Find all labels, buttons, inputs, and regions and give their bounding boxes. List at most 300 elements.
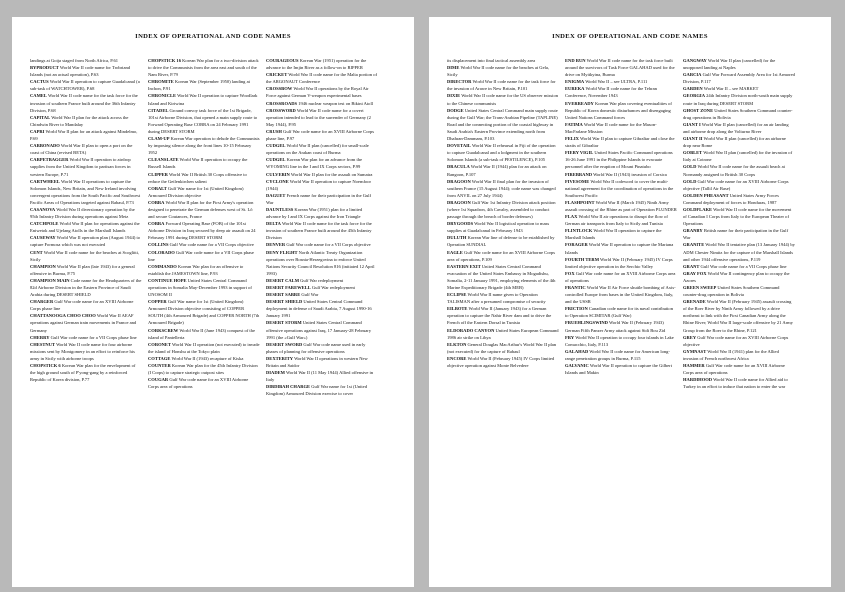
index-entry [683, 121, 795, 135]
entry-definition: Gulf War code name for an XVIII Airborne Corps objective (Tallil Air Base) [683, 178, 789, 191]
index-entry [565, 121, 677, 135]
index-entry [30, 362, 142, 383]
entry-definition: World War II codeword to cover the multi-national agreement for the coordination of operations in the Southwest Pacific [565, 178, 674, 198]
index-entry [683, 71, 795, 85]
index-entry [447, 291, 559, 305]
entry-term: CARBONADO [30, 143, 60, 149]
entry-term: BYPRODUCT [30, 65, 59, 71]
page-heading: INDEX OF OPERATIONAL AND CODE NAMES [135, 33, 291, 40]
index-columns [12, 57, 414, 585]
entry-term: DENVER [266, 242, 286, 248]
index-entry [565, 213, 677, 227]
entry-definition: World War II plan (cancelled) for an airborne drop near Rome [683, 136, 786, 149]
entry-definition: World War II (March 1945) Ninth Army assault crossing of the Rhine as part of Operation PLUNDER [565, 199, 677, 212]
entry-term: ECLIPSE [447, 292, 467, 298]
entry-term: CAPITAL [30, 114, 51, 120]
entry-term: DOVETAIL [447, 143, 471, 149]
entry-term: CAMEL [30, 93, 47, 99]
entry-definition: Korean War plan for an offensive to establish the JAMESTOWN line, P.93 [148, 263, 244, 276]
entry-definition: Gulf War code name for a VII Corps objective [285, 242, 371, 248]
entry-definition: Gulf War redeployment [310, 285, 355, 290]
entry-term: FIREBRAND [565, 171, 593, 177]
entry-term: FATIMA [565, 121, 583, 127]
index-entry [266, 277, 378, 284]
index-entry [30, 249, 142, 263]
entry-term: CHAMPION MAIN [30, 277, 70, 283]
entry-definition: Gulf War code name for an XVIII Airborne Corps area of operations, P.109 [447, 249, 556, 262]
entry-term: COPPER [148, 299, 167, 305]
index-column-1 [447, 57, 559, 585]
entry-definition: Gulf War 1st Infantry Division attack position (where 1st Squadron, 4th Cavalry, assembled to conduct passage through the breach of border defenses) [447, 199, 556, 220]
index-entry [30, 312, 142, 333]
entry-term: CORKSCREW [148, 327, 179, 333]
entry-term: FIERY VIGIL [565, 150, 594, 156]
index-entry [447, 263, 559, 291]
entry-term: DRAGOON [447, 178, 471, 184]
index-entry [565, 284, 677, 305]
index-entry [565, 171, 677, 178]
entry-definition: Gulf War code name for an XVIII Airborne Corps phase line [30, 299, 134, 312]
index-entry [266, 291, 378, 298]
entry-term: GARDEN [683, 86, 703, 92]
entry-definition: Korean War plan for a two-division attack to drive the Communists from the area east and south of the Nam River, P.79 [148, 58, 259, 78]
index-entry [148, 171, 260, 185]
entry-definition: World War II code name for the movement of Canadian I Corps from Italy to the European Theater of Operations [683, 206, 792, 227]
index-column-3 [683, 57, 795, 585]
entry-definition: United States Southern Command counter-drug operations in Bolivia [683, 107, 793, 120]
index-entry [683, 270, 795, 284]
index-entry [447, 355, 559, 369]
index-entry [447, 178, 559, 199]
entry-term: COBALT [148, 185, 167, 191]
entry-term: DESERT CALM [266, 277, 299, 283]
entry-term: FORAGER [565, 242, 588, 248]
index-entry [148, 355, 260, 362]
entry-definition: World War II (1944) plan for an attack on Rangoon, P.107 [447, 164, 547, 177]
entry-definition: United States European Command 1986 air strike on Libya [447, 327, 559, 340]
entry-definition: World War II code name for the Malta portion of the ARGONAUT Conference [266, 72, 377, 85]
entry-term: CLIPPER [148, 171, 168, 177]
entry-definition: World War II (1941) plan for the Allied invasion of French northwest Africa [683, 348, 779, 361]
entry-term: CRICKET [266, 72, 288, 78]
index-entry [447, 249, 559, 263]
entry-term: CLAM-UP [148, 136, 170, 142]
entry-term: GOBLET [683, 150, 703, 156]
index-entry [683, 192, 795, 206]
entry-definition: Gulf War name for 1st (United Kingdom) Armoured Division objective [148, 185, 244, 198]
page-heading: INDEX OF OPERATIONAL AND CODE NAMES [552, 33, 708, 40]
entry-definition: Korean War plan covering eventualities of Republic of Korea domestic disturbances and disengaging United Nations Command forces [565, 100, 672, 120]
entry-definition: World War II operation to occupy four islands in Lake Comacchio, Italy, P.113 [565, 334, 674, 347]
index-entry [683, 334, 795, 348]
entry-definition: World War II code name for four airborne missions sent by Montgomery in an effort to reinforce his army in Sicily with airborne troops [30, 341, 135, 361]
index-entry [565, 135, 677, 149]
entry-definition: United States Central Command deployment in defense of Saudi Arabia, 7 August 1990-16 January 1991 [266, 299, 372, 319]
entry-term: FOX [565, 270, 575, 276]
entry-definition: World War II logistical operation to mass supplies at Guadalcanal in February 1943 [447, 221, 550, 234]
index-entry [565, 85, 677, 99]
index-entry [266, 178, 378, 192]
entry-term: DULUTH [447, 235, 467, 241]
index-entry [683, 241, 795, 262]
index-entry [565, 227, 677, 241]
entry-term: DESERT STORM [266, 320, 302, 326]
entry-definition: World War II (January 1943) for a German operation to capture the Nahir River dam and to drive the French off the Eastern Dorsal in Tunisia [447, 306, 552, 326]
entry-definition: World War II plan (cancelled) for small-scale operations on the Arakan coast of Burma [266, 143, 369, 156]
entry-term: GARCIA [683, 72, 702, 78]
entry-term: ENCORE [447, 355, 467, 361]
index-entry [565, 149, 677, 170]
entry-term: DIBDIBAH CHARGE [266, 384, 311, 390]
entry-definition: Gulf War code name for an XVIII Airborne Corps phase line, P.97 [266, 128, 375, 142]
entry-term: GALAHAD [565, 348, 589, 354]
index-entry [148, 241, 260, 248]
entry-definition: Gulf War code name for a VII Corps objective [168, 242, 254, 248]
entry-term: CHAMPION [30, 263, 56, 269]
entry-definition: World War II code name for the task force for the invasion of southern France built around the 45th Infantry Division [266, 221, 372, 241]
index-entry [447, 64, 559, 78]
entry-term: GOLD [683, 178, 697, 184]
entry-definition: United States Central Command evacuation of the United States Embassy in Mogadishu, Somalia, 2-11 January 1991, employing elements of the 4th Marine Expeditionary Brigade (4th MEB) [447, 263, 556, 290]
entry-definition: Korean War operation to delude the Communists by imposing silence along the front lines 10-15 February 1952 [148, 136, 260, 156]
index-entry [447, 107, 559, 142]
entry-term: GHOST ZONE [683, 107, 714, 113]
entry-definition: World War II operation to airdrop supplies from the United Kingdom to partisan forces in western Europe, P.71 [30, 157, 131, 177]
entry-term: FRUEHLINGSWIND [565, 320, 608, 326]
entry-term: GRENADE [683, 299, 706, 305]
entry-definition: World War II code name for the US observer mission to the Chinese communists [447, 93, 558, 106]
index-entry [148, 135, 260, 156]
entry-definition: Gulf War name for 1st (United Kingdom) Armoured Division objective consisting of COPPER SOUTH (4th Armoured Brigade) and COPPER NORTH (7th Armoured Brigade) [148, 299, 260, 326]
entry-term: FLINTLOCK [565, 228, 593, 234]
index-entry [30, 277, 142, 298]
entry-definition: World War II operation to capture Guadalcanal (a sub-task of WATCHTOWER), P.68 [30, 79, 140, 92]
entry-term: FELIX [565, 136, 579, 142]
entry-definition: World War II operation to occupy the Russell Islands [148, 157, 248, 170]
entry-term: HAMMER [683, 363, 705, 369]
index-entry [447, 220, 559, 234]
index-entry [148, 327, 260, 341]
entry-term: HARDIHOOD [683, 377, 713, 383]
index-entry [266, 171, 378, 178]
entry-definition: World War II operation to capture Noemfoor (1944) [266, 178, 372, 191]
index-entry [565, 178, 677, 199]
entry-definition: World War II plan (cancelled) for an air landing and airborne drop along the Volturno River [683, 121, 789, 134]
index-entry [266, 383, 378, 397]
entry-term: GREY [683, 334, 697, 340]
entry-term: CARPETBAGGER [30, 157, 69, 163]
entry-term: CORONET [148, 341, 171, 347]
entry-definition: World War II (11 May 1944) Allied offensive in Italy [266, 370, 374, 383]
index-entry [30, 263, 142, 277]
entry-definition: World War II (1943) invasion of Corsica [592, 171, 667, 177]
entry-term: GYMNAST [683, 348, 707, 354]
entry-definition: World War II plan for an attack against Mindelmo, P.69 [30, 128, 138, 142]
index-entry [148, 249, 260, 263]
index-entry [447, 234, 559, 248]
entry-term: CYCLONE [266, 178, 289, 184]
entry-term: GOLDFLAKE [683, 206, 713, 212]
entry-term: COUGAR [148, 377, 169, 383]
entry-definition: Korean War plan for the 45th Infantry Division (I Corps) to capture strategic outpost sites [148, 363, 258, 376]
entry-term: COTTAGE [148, 355, 171, 361]
entry-term: DIXIE [447, 93, 461, 99]
entry-term: GOLDEN PHEASANT [683, 192, 729, 198]
entry-definition: World War II tentative plan (13 January 1944) by ADM Chester Nimitz for the capture of the Marshall Islands and other 1944 offensive operations, P.119 [683, 242, 795, 262]
left-page [12, 17, 414, 587]
entry-definition: World War II final plan for the invasion of southern France (15 August 1944); code name was changed from ANVIL on 27 July 1944) [447, 178, 556, 198]
entry-definition: World War II code name for the task force built around the survivors of Task Force GALAHAD used for the drive on Myitkyina, Burma [565, 58, 675, 78]
index-entry [683, 178, 795, 192]
index-entry [266, 128, 378, 142]
entry-definition: Gulf War name for 1st (United Kingdom) Armoured Division exercise to cover [266, 384, 367, 397]
entry-definition: 1946 nuclear weapon test on Bikini Atoll [297, 100, 373, 106]
entry-definition: World War II operation to capture the Gilbert Islands and Makin [565, 363, 672, 376]
entry-definition: World War II plan to capture Gibraltar and close the straits of Gibraltar [565, 136, 675, 149]
entry-definition: World War II operation to capture the Mariana Islands [565, 242, 674, 255]
index-entry [565, 348, 677, 362]
entry-definition: World War II air operations to disrupt the flow of German air transports from Italy to Sicily and Tunisia [565, 214, 668, 227]
entry-term: COLORADO [148, 249, 175, 255]
entry-term: FRICTION [565, 306, 588, 312]
index-entry [683, 163, 795, 177]
entry-term: CHRONICLE [148, 93, 177, 99]
entry-definition: World War II plan (cancelled) for the invasion of Italy at Cotrone [683, 150, 793, 163]
entry-definition: World War II operation (not executed) to invade the island of Honshu at the Tokyo plain [148, 341, 260, 354]
index-entry [148, 298, 260, 326]
entry-definition: Korean War (1951) operation for the advance to the Imjin River as a follow-on to RIPPER [266, 58, 367, 71]
entry-definition: Korean War (1951) plan for a limited advance by I and IX Corps against the Iron Triangle [266, 206, 363, 220]
index-entry [30, 206, 142, 220]
entry-definition: General Douglas MacArthur's World War II plan (not executed) for the capture of Rabaul [447, 341, 557, 354]
entry-term: CAPRI [30, 128, 45, 134]
index-entry [683, 206, 795, 227]
entry-term: FLAX [565, 214, 578, 220]
index-entry [266, 298, 378, 319]
entry-term: CUDGEL [266, 157, 286, 163]
entry-definition: World War II – see MARKET [702, 86, 759, 92]
index-entry [683, 362, 795, 376]
index-entry [148, 376, 260, 390]
entry-term: CLEANSLATE [148, 157, 179, 163]
entry-definition: World War II code name for the beaches at Gela, Sicily [447, 65, 550, 78]
entry-term: EUREKA [565, 86, 585, 92]
entry-term: END RUN [565, 58, 586, 63]
entry-definition: World War II – see ULTRA, P.111 [584, 79, 648, 85]
entry-definition: World War II code name for a covert operation intended to lead to the surrender of Germany (2 May 1944), P.95 [266, 107, 371, 127]
entry-definition: World War II plan (late 1943) for a general offensive in Burma, P.75 [30, 263, 135, 276]
entry-definition: World War II operation to capture Woodlark Island and Kiriwina [148, 93, 258, 106]
index-entry [266, 249, 378, 277]
entry-definition: Forward Operating Base (FOB) of the 101st Airborne Division in Iraq secured by deep air assault on 24 February 1991 during DESERT STORM [148, 221, 256, 241]
index-entry [447, 341, 559, 355]
entry-term: GRANT [683, 263, 700, 269]
entry-definition: World War II code name for the assault beach at Normandy assigned to British 30 Corps [683, 164, 785, 177]
index-entry [148, 263, 260, 277]
entry-definition: Gulf War code name for an XVIII Airborne Corps area of operations [683, 363, 785, 376]
entry-definition: United States Central Command operations in Somalia May-December 1993 in support of UNOSOM II [148, 277, 252, 298]
index-entry [266, 85, 378, 99]
index-entry [30, 142, 142, 156]
entry-term: DESERT SHIELD [266, 299, 303, 305]
index-entry [447, 78, 559, 92]
index-entry [30, 234, 142, 248]
entry-definition: World War II plan for the assault on Sumatra [289, 171, 373, 177]
entry-term: FLASHPOINT [565, 199, 595, 205]
index-entry [565, 319, 677, 333]
entry-term: DESERT SABRE [266, 292, 301, 298]
index-entry [565, 270, 677, 284]
entry-term: EAGLE [447, 249, 463, 255]
entry-term: DAUNTLESS [266, 206, 294, 212]
entry-term: GALVANIC [565, 363, 589, 369]
index-entry [565, 57, 677, 78]
entry-term: CULVERIN [266, 171, 290, 177]
index-entry [148, 220, 260, 241]
right-page [429, 17, 831, 587]
entry-term: EASTERN EXIT [447, 263, 481, 269]
entry-definition: World War II plan for operations against the Eniwetok and Ujelang Atolls in the Marshall Islands [30, 221, 140, 234]
index-entry [266, 192, 378, 206]
index-entry [565, 334, 677, 348]
entry-term: CARTWHEEL [30, 178, 60, 184]
index-entry [683, 85, 795, 92]
index-entry [266, 241, 378, 248]
index-entry [30, 78, 142, 92]
index-column-2 [148, 57, 260, 585]
index-entry [447, 92, 559, 106]
entry-term: CRUSH [266, 128, 282, 134]
entry-term: FRANTIC [565, 285, 586, 290]
entry-definition: World War II operations to capture the Solomon Islands, New Britain, and New Ireland involving convergent operations from the South Pacific and Southwest Pacific Areas of Operations targeted against Rabaul, P.73 [30, 178, 141, 205]
index-entry [148, 362, 260, 376]
entry-term: ELDORADO CANYON [447, 327, 495, 333]
entry-definition: Gulf War code name for a VII Corps phase line [699, 263, 787, 269]
entry-term: DEXTERITY [266, 355, 294, 361]
entry-definition: World War II code name for American long-range penetration groups in Burma, P.115 [565, 348, 670, 361]
entry-term: CITADEL [148, 107, 169, 113]
entry-term: CATCHPOLE [30, 221, 59, 227]
entry-definition: Code name for the Headquarters of the 82d Airborne Division in the Eastern Province of Saudi Arabia during DESERT SHIELD [30, 277, 142, 298]
entry-term: DIME [447, 65, 460, 71]
entry-term: CROSSWORD [266, 107, 296, 113]
entry-term: CHROMITE [148, 79, 174, 85]
entry-definition: World War II contingency plan to occupy the Azores [683, 270, 790, 283]
entry-definition: United States Central Command main supply route during the Gulf War; the Trans-Arabian Pipeline (TAPLINE) Road and the connecting portion of the coastal highway in Saudi Arabia's Eastern Province extending north from Dhahran-Dammam, P.103 [447, 107, 558, 142]
entry-definition: Korean War plan for the envelopment of the high ground south of P'yong-gang by a reinforced Republic of Korea division, P.77 [30, 363, 136, 383]
entry-term: CHOPSTICK 6 [30, 363, 61, 369]
entry-definition: United States Southern Command counter-drug operation in Bolivia [683, 285, 780, 298]
index-column-1 [30, 57, 142, 585]
entry-definition: World War II (February 1943) German Fifth Panzer Army attack against Sidi Bou Zid [565, 320, 666, 333]
index-entry [266, 220, 378, 241]
entry-definition: Gulf War redeployment [298, 277, 344, 283]
entry-term: CUDGEL [266, 143, 286, 149]
entry-term: COBRA [148, 221, 165, 227]
entry-definition: World War II operation to capture the Marshall Islands [565, 228, 662, 241]
index-entry [148, 156, 260, 170]
index-entry [683, 107, 795, 121]
entry-definition: World War II code name for the beaches at Scoglitti, Sicily [30, 249, 140, 262]
entry-definition: United States Pacific Command operations 16-26 June 1991 in the Philippine Islands to evacuate personnel after the eruption of Mount Pinatubo [565, 150, 673, 170]
index-entry [447, 327, 559, 341]
entry-term: GRANBY [683, 228, 703, 234]
index-entry [565, 78, 677, 85]
entry-definition: its displacement into final tactical assembly area [447, 58, 536, 63]
index-entry [565, 100, 677, 121]
entry-definition: World War II diversionary operation by the 95th Infantry Division during operations against Metz [30, 206, 135, 220]
entry-term: DESERT SWORD [266, 341, 303, 347]
index-entry [30, 57, 142, 64]
index-entry [447, 57, 559, 64]
entry-definition: World War II name given to Operation TALISMAN after a presumed compromise of security [447, 292, 546, 305]
entry-definition: Gulf War code name for an XVIII Airborne Corps area of operations [565, 270, 676, 283]
entry-term: CHOPSTICK 16 [148, 58, 181, 63]
entry-definition: World War II operations in western New Britain and Saidor [266, 355, 368, 369]
index-entry [565, 241, 677, 255]
entry-term: COURAGEOUS [266, 58, 299, 63]
entry-term: DIADEM [266, 370, 285, 376]
index-entry [30, 128, 142, 142]
index-entry [447, 142, 559, 163]
entry-term: DAGUET [266, 192, 286, 198]
entry-definition: Gulf War code name for an XVIII Airborne Corps area of operations [148, 377, 249, 390]
entry-definition: World War II code name for the Tehran Conference, November 1943 [565, 86, 657, 99]
index-entry [30, 114, 142, 128]
entry-definition: World War II plan (cancelled) for the unopposed landing at Naples [683, 58, 776, 71]
index-entry [30, 92, 142, 113]
entry-definition: Gulf War [300, 292, 319, 298]
entry-definition: World War II (February 1945) IV Corps limited objective operation in the Serchio Valley [565, 256, 673, 269]
entry-term: COUNTER [148, 363, 171, 369]
index-entry [683, 298, 795, 333]
entry-definition: landings at Goija staged from North Africa, P.61 [30, 58, 119, 63]
entry-term: CONTINUE HOPE [148, 277, 187, 283]
entry-term: GOLD [683, 164, 697, 170]
entry-definition: World War II (February 1945) assault crossing of the Roer River by Ninth Army followed by a drive northeast to link with the First Canadian Army along the Rhine River; World War II large-scale offensive by 21 Army Group from the Roer to the Rhine, P.121 [683, 299, 793, 333]
index-entry [447, 163, 559, 177]
entry-term: CASANOVA [30, 206, 56, 212]
entry-definition: Gulf War code name for an XVIII Airborne Corps objective [683, 334, 789, 347]
entry-term: ENIGMA [565, 79, 585, 85]
entry-term: EVERREADY [565, 100, 594, 106]
index-column-3 [266, 57, 378, 585]
entry-definition: World War II plan for the First Army's operation designed to penetrate the German defenses west of St. Lô and secure Coutances, France [148, 199, 254, 220]
entry-term: DENY FLIGHT [266, 249, 298, 255]
entry-definition: Ground convoy task force of the 1st Brigade, 101st Airborne Division, that opened a main supply route to Forward Operating Base COBRA on 24 February 1991 during DESERT STORM [148, 107, 258, 134]
index-entry [148, 277, 260, 298]
entry-definition: World War II AEAF operations against German train movements in France and Germany [30, 313, 137, 333]
entry-definition: 24th Infantry Division north-south main supply route in Iraq during DESERT STORM [683, 93, 793, 106]
entry-term: EILBOTE [447, 306, 468, 312]
index-entry [148, 107, 260, 135]
entry-definition: Gulf War Forward Assembly Area for 1st Armored Division, P.117 [683, 72, 795, 85]
entry-definition: World War II (June 1943) conquest of the island of Pantelleria [148, 327, 255, 340]
entry-definition: Gulf War code name used in early phases of planning for offensive operations [266, 341, 366, 354]
entry-definition: Korean War line of defense to be established by Operation SUNDIAL [447, 235, 555, 248]
entry-term: CHESTNUT [30, 341, 56, 347]
index-entry [266, 100, 378, 107]
entry-term: FOURTH TERM [565, 256, 599, 262]
index-entry [148, 185, 260, 199]
index-entry [266, 206, 378, 220]
entry-definition: World War II plan to open a port on the coast of China (revised BETA) [30, 143, 133, 156]
entry-definition: United States Army Forces Command deployment of forces to Honduras, 1987 [683, 192, 779, 205]
index-entry [683, 135, 795, 149]
entry-term: COBRA [148, 199, 165, 205]
index-entry [683, 348, 795, 362]
entry-term: GANGWAY [683, 58, 707, 63]
